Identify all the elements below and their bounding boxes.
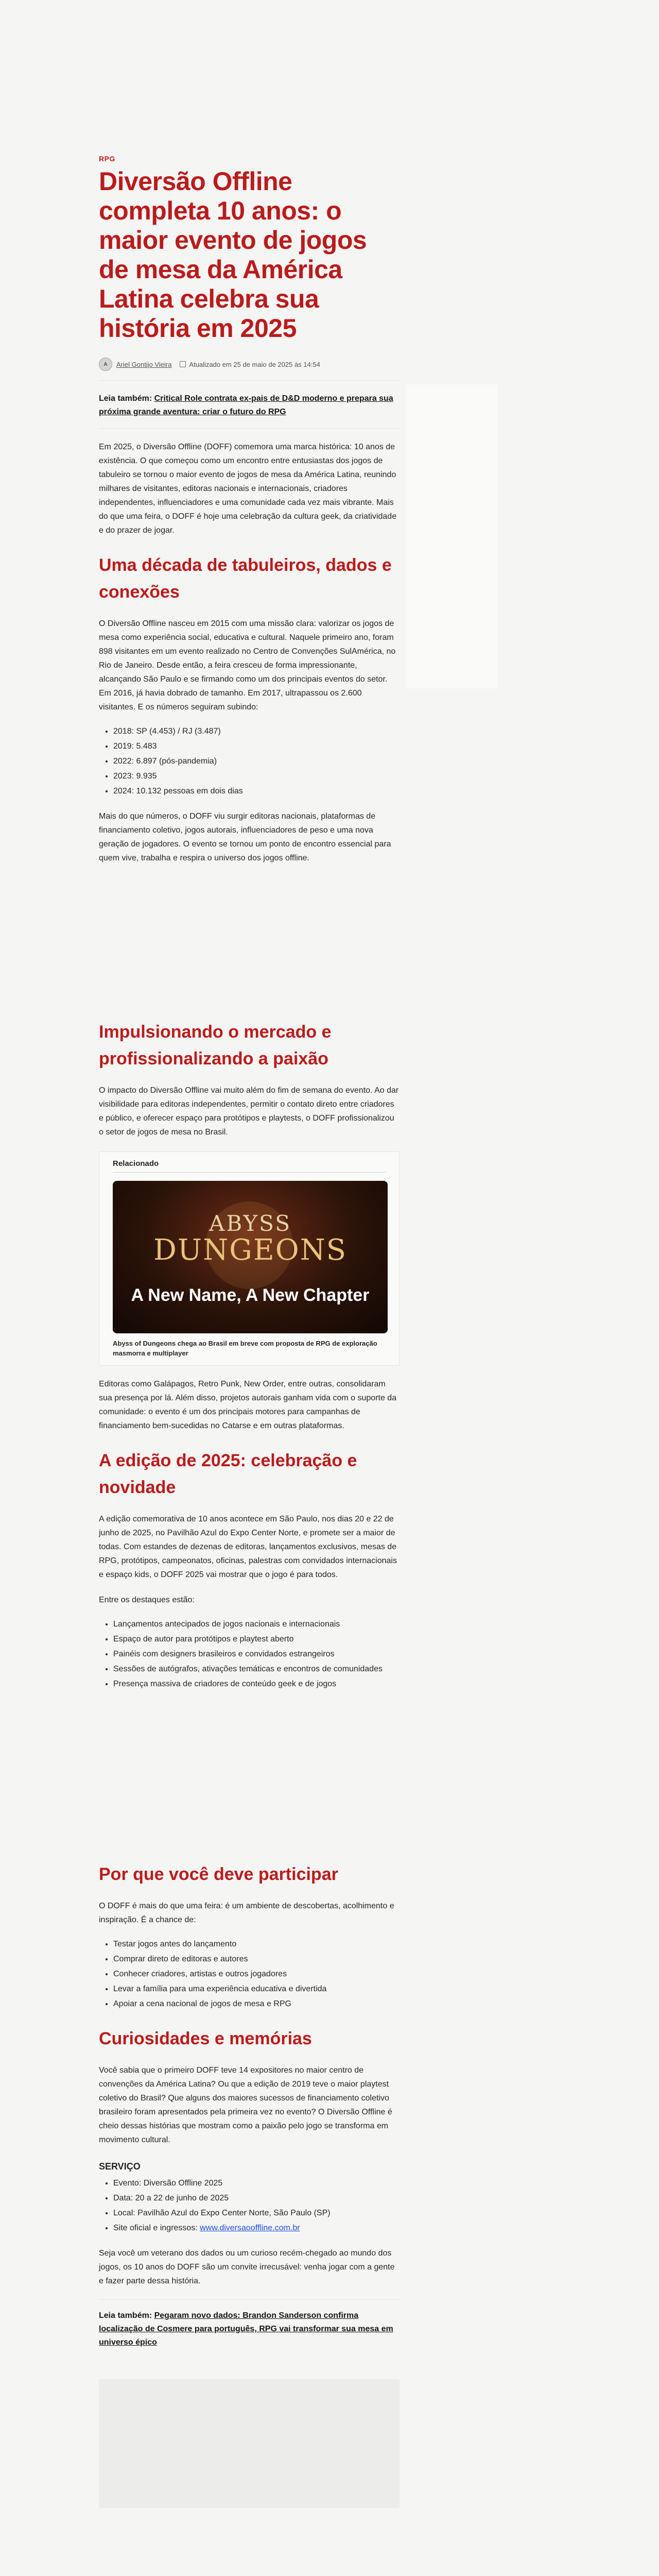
list-item: • Conhecer criadores, artistas e outros jogadores xyxy=(113,1967,400,1981)
game-logo-line2: DUNGEONS xyxy=(153,1233,347,1267)
section-heading: Curiosidades e memórias xyxy=(99,2029,312,2048)
paragraph: Você sabia que o primeiro DOFF teve 14 expositores no maior centro de convenções da América Latina? Ou que a edição de 2019 teve o maior playtest coletivo do Brasil? Que alguns dos maiores sucessos de financiamento coletivo brasileiro foram apresentados pela primeira vez no evento? O Diversão Offline é cheio dessas histórias que mostram como a paixão pelo jogo se transforma em movimento cultural. xyxy=(99,2066,392,2144)
list-item: • 2024: 10.132 pessoas em dois dias xyxy=(113,784,400,798)
list-item: • Data: 20 a 22 de junho de 2025 xyxy=(113,2191,400,2205)
list-item: • Presença massiva de criadores de conteúdo geek e de jogos xyxy=(113,1677,400,1691)
related-caption[interactable]: Abyss of Dungeons chega ao Brasil em breve com proposta de RPG de exploração masmorra e multiplayer xyxy=(113,1340,377,1357)
image-tagline: A New Name, A New Chapter xyxy=(131,1285,370,1305)
list-item: • Espaço de autor para protótipos e playtest aberto xyxy=(113,1632,400,1646)
updated-text: Atualizado em 25 de maio de 2025 às 14:54 xyxy=(189,360,320,368)
list-item: • Levar a família para uma experiência educativa e divertida xyxy=(113,1982,400,1996)
section-heading: Por que você deve participar xyxy=(99,1865,338,1884)
list-item: • 2022: 6.897 (pós-pandemia) xyxy=(113,754,400,768)
updated-date xyxy=(180,361,320,368)
ad-space xyxy=(99,865,400,1004)
service-list xyxy=(99,2176,400,2235)
list-item: • 2018: SP (4.453) / RJ (3.487) xyxy=(113,724,400,738)
site-label: Site oficial e ingressos: xyxy=(113,2224,198,2232)
related-article[interactable] xyxy=(99,1151,400,1366)
read-also-link[interactable]: Critical Role contrata ex-pais de D&D moderno e prepara sua próxima grande aventura: criar o futuro do RPG xyxy=(99,394,393,416)
list-item: • Local: Pavilhão Azul do Expo Center Norte, São Paulo (SP) xyxy=(113,2206,400,2220)
ad-banner[interactable] xyxy=(99,2379,400,2508)
paragraph: Entre os destaques estão: xyxy=(99,1596,195,1604)
sidebar-panel xyxy=(406,384,497,688)
avatar: A xyxy=(99,358,112,371)
list-item: • Lançamentos antecipados de jogos nacionais e internacionais xyxy=(113,1617,400,1631)
list-item: • Comprar direto de editoras e autores xyxy=(113,1952,400,1966)
site-link[interactable]: www.diversaooffline.com.br xyxy=(200,2224,300,2232)
read-also-label: Leia também: xyxy=(99,394,152,403)
list-item: • Testar jogos antes do lançamento xyxy=(113,1937,400,1951)
list-item: • Painéis com designers brasileiros e convidados estrangeiros xyxy=(113,1647,400,1661)
highlights-list xyxy=(99,1617,400,1691)
intro-paragraph: Em 2025, o Diversão Offline (DOFF) comemora uma marca histórica: 10 anos de existência. O que começou como um encontro entre entusiastas dos jogos de tabuleiro se tornou o maior evento de jogos de mesa da América Latina, reunindo milhares de visitantes, editoras nacionais e internacionais, criadores independentes, influenciadores e uma comunidade cada vez mais vibrante. Mais do que uma feira, o DOFF é hoje uma celebração da cultura geek, da criatividade e do prazer de jogar. xyxy=(99,443,397,535)
service-heading: SERVIÇO xyxy=(99,2161,141,2172)
article xyxy=(99,155,400,2508)
paragraph: Editoras como Galápagos, Retro Punk, New Order, entre outras, consolidaram sua presença por lá. Além disso, projetos autorais ganham vida com o suporte da comunidade: o evento é um dos principais motores para campanhas de financiamento bem-sucedidas no Catarse e em outras plataformas. xyxy=(99,1380,397,1430)
closing-paragraph: Seja você um veterano dos dados ou um curioso recém-chegado ao mundo dos jogos, os 10 anos do DOFF são um convite irrecusável: venha jogar com a gente e fazer parte dessa história. xyxy=(99,2249,395,2285)
related-heading: Relacionado xyxy=(113,1159,386,1173)
reasons-list xyxy=(99,1937,400,2011)
section-heading: Impulsionando o mercado e profissionalizando a paixão xyxy=(99,1022,332,1069)
paragraph: O Diversão Offline nasceu em 2015 com uma missão clara: valorizar os jogos de mesa como experiência social, educativa e cultural. Naquele primeiro ano, foram 898 visitantes em um evento realizado no Centro de Convenções SulAmérica, no Rio de Janeiro. Desde então, a feira cresceu de forma impressionante, alcançando São Paulo e se firmando como um dos principais eventos do setor. Em 2016, já havia dobrado de tamanho. Em 2017, ultrapassou os 2.600 visitantes. E os números seguiram subindo: xyxy=(99,619,396,711)
section-heading: A edição de 2025: celebração e novidade xyxy=(99,1451,357,1497)
calendar-icon xyxy=(180,361,186,367)
paragraph: O impacto do Diversão Offline vai muito além do fim de semana do evento. Ao dar visibilidade para editoras independentes, permitir o contato direto entre criadores e público, e oferecer espaço para protótipos e playtests, o DOFF profissionalizou o setor de jogos de mesa no Brasil. xyxy=(99,1086,399,1137)
author-name[interactable]: Ariel Gontijo Vieira xyxy=(116,360,172,368)
stats-list xyxy=(99,724,400,798)
list-item: • Apoiar a cena nacional de jogos de mesa e RPG xyxy=(113,1997,400,2011)
list-item: • Evento: Diversão Offline 2025 xyxy=(113,2176,400,2190)
section-heading: Uma década de tabuleiros, dados e conexões xyxy=(99,555,392,602)
list-item: • 2023: 9.935 xyxy=(113,769,400,783)
paragraph: Mais do que números, o DOFF viu surgir editoras nacionais, plataformas de financiamento coletivo, jogos autorais, influenciadores de peso e uma nova geração de jogadores. O evento se tornou um ponto de encontro essencial para quem vive, trabalha e respira o universo dos jogos offline. xyxy=(99,812,391,862)
list-item: • 2019: 5.483 xyxy=(113,739,400,753)
paragraph: A edição comemorativa de 10 anos acontece em São Paulo, nos dias 20 e 22 de junho de 2025, no Pavilhão Azul do Expo Center Norte, e promete ser a maior de todas. Com estandes de dezenas de editoras, lançamentos exclusivos, mesas de RPG, protótipos, campeonatos, oficinas, palestras com convidados internacionais e espaço kids, o DOFF 2025 vai mostrar que o jogo é para todos. xyxy=(99,1515,397,1579)
author[interactable] xyxy=(99,358,171,371)
read-also-link[interactable]: Pegaram novo dados: Brandon Sanderson confirma localização de Cosmere para português, RPG vai transformar sua mesa em universo épico xyxy=(99,2311,393,2347)
article-title: Diversão Offline completa 10 anos: o maior evento de jogos de mesa da América Latina celebra sua história em 2025 xyxy=(99,167,367,343)
game-logo-line1: ABYSS xyxy=(209,1211,291,1236)
related-image[interactable] xyxy=(113,1181,388,1333)
article-meta xyxy=(99,358,400,381)
read-also xyxy=(99,392,400,429)
paragraph: O DOFF é mais do que uma feira: é um ambiente de descobertas, acolhimento e inspiração. É a chance de: xyxy=(99,1902,394,1924)
read-also xyxy=(99,2299,400,2359)
category-tag[interactable]: RPG xyxy=(99,155,115,163)
list-item xyxy=(113,2221,400,2235)
read-also-label: Leia também: xyxy=(99,2311,152,2320)
ad-space xyxy=(99,1692,400,1846)
list-item: • Sessões de autógrafos, ativações temáticas e encontros de comunidades xyxy=(113,1662,400,1676)
